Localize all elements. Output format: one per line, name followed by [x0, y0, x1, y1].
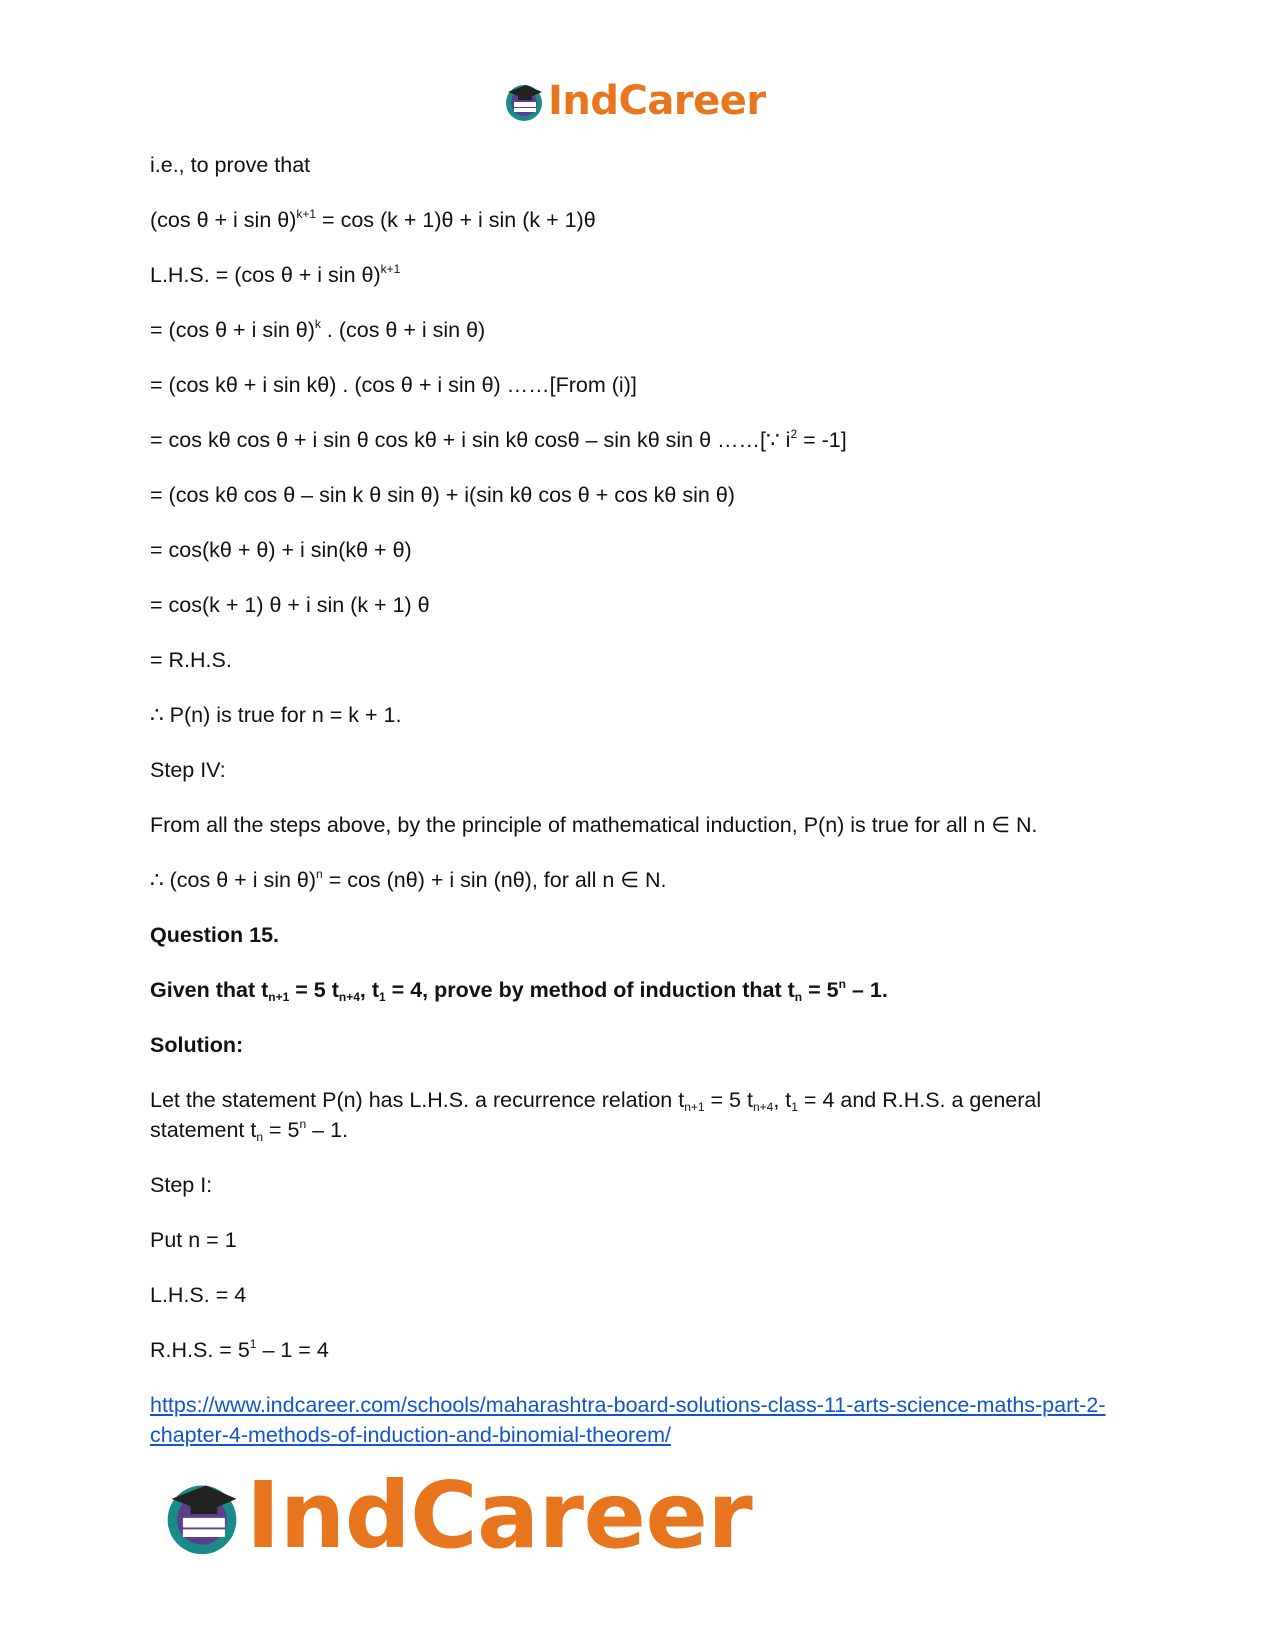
question-text: Given that $t_{n+1} = 5$ $t_{n+4}$, $t_1 = 4$, prove by method of induction that $t_n = 5^n - 1$.	[150, 977, 888, 1004]
text-line: From all the steps above, by the principle of mathematical induction, P(n) is true for all n ∈ N.	[150, 813, 1038, 837]
formula-line: = (cos θ + i sin θ)$^k$ . (cos θ + i sin θ)	[150, 317, 486, 342]
formula-line: = cos kθ cos θ + i sin θ cos kθ + i sin kθ cosθ – sin kθ sin θ ……[∵ $i^2 = -1$]	[150, 427, 847, 452]
footer-logo	[160, 1462, 752, 1569]
formula-line: = cos(k + 1) θ + i sin (k + 1) θ	[150, 593, 430, 617]
header-logo	[502, 78, 766, 124]
question-title: Question 15.	[150, 923, 280, 947]
logo-wordmark: IndCareer	[246, 1462, 753, 1569]
formula-line: L.H.S. = (cos θ + i sin θ)$^{k+1}$	[150, 262, 401, 287]
formula-line: = cos(kθ + θ) + i sin(kθ + θ)	[150, 538, 412, 562]
graduation-cap-icon	[160, 1474, 244, 1558]
formula-line: (cos θ + i sin θ)$^{k+1}$ = cos (k + 1)θ + i sin (k + 1)θ	[150, 207, 596, 232]
page-content	[150, 150, 1115, 1475]
step-heading: Step I:	[150, 1173, 213, 1197]
step-heading: Step IV:	[150, 758, 226, 782]
formula-line: = (cos kθ cos θ – sin k θ sin θ) + i(sin kθ cos θ + cos kθ sin θ)	[150, 483, 735, 507]
source-link[interactable]: https://www.indcareer.com/schools/maharashtra-board-solutions-class-11-arts-science-maths-part-2-chapter-4-methods-of-induction-and-binomial-theorem/	[150, 1393, 1106, 1447]
graduation-cap-icon	[502, 80, 546, 122]
text-line: i.e., to prove that	[150, 153, 311, 177]
solution-title: Solution:	[150, 1033, 244, 1057]
source-link-line	[150, 1390, 1115, 1450]
text-line: Put n = 1	[150, 1228, 237, 1252]
logo-wordmark: IndCareer	[548, 78, 766, 124]
solution-text: Let the statement P(n) has L.H.S. a recurrence relation $t_{n+1} = 5$ $t_{n+4}$, $t_1 = 4$ and R.H.S. a general statement $t_n = 5^n - 1$.	[150, 1088, 1042, 1144]
formula-line: ∴ (cos θ + i sin θ)$^n$ = cos (nθ) + i sin (nθ), for all n ∈ N.	[150, 867, 667, 892]
text-line: L.H.S. = 4	[150, 1283, 247, 1307]
text-line: ∴ P(n) is true for n = k + 1.	[150, 703, 402, 727]
formula-line: = (cos kθ + i sin kθ) . (cos θ + i sin θ) ……[From (i)]	[150, 373, 637, 397]
formula-line: R.H.S. = $5^1 - 1 = 4$	[150, 1337, 329, 1362]
formula-line: = R.H.S.	[150, 648, 232, 672]
